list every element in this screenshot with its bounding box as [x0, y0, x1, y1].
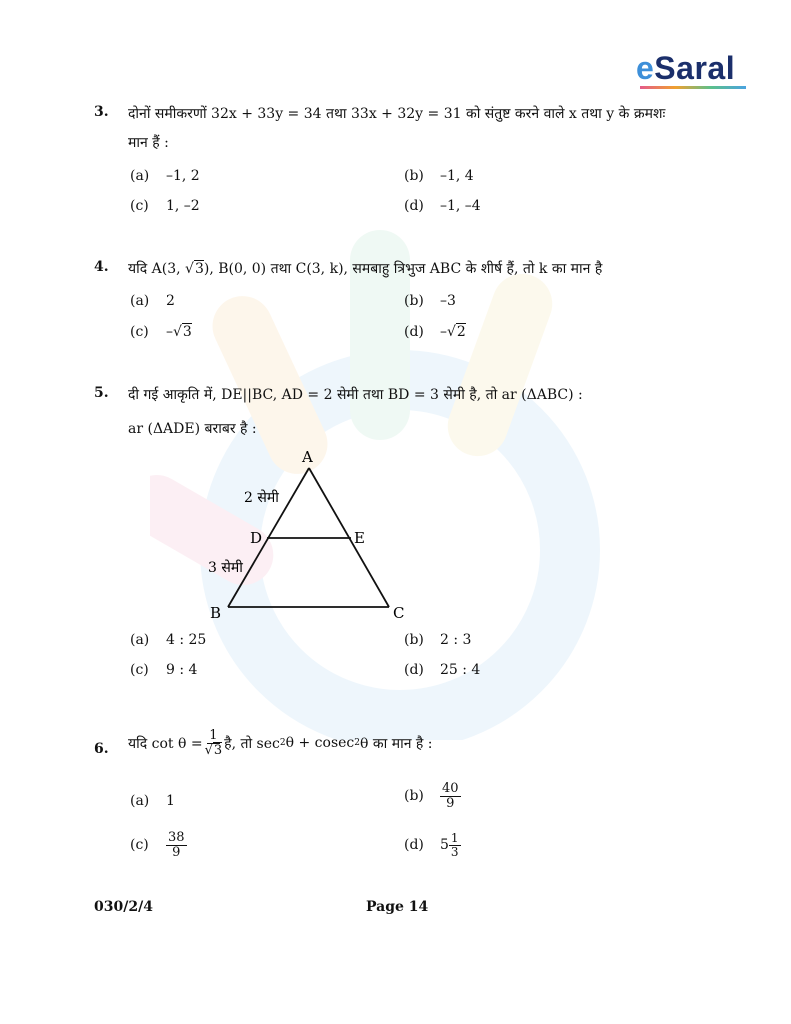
question-3-text-line1: दोनों समीकरणों 32x + 33y = 34 तथा 33x + 32y = 31 को संतुष्ट करने वाले x तथा y के क्रमशः: [128, 106, 666, 122]
bd-length-label: 3 सेमी: [208, 560, 243, 576]
q5-option-a: (a) 4 : 25: [130, 632, 207, 648]
q4-option-d: (d) –√2: [404, 324, 466, 340]
q6-option-d: (d) 5 $\frac{1}{3}$: [404, 831, 459, 859]
q3-option-c: (c) 1, –2: [130, 198, 200, 214]
triangle-figure: [190, 445, 430, 625]
question-6-text: यदि cot θ = $\frac{1}{√3}$ है, तो sec 2 θ + cosec 2 θ का मान है :: [128, 728, 433, 758]
page-number: Page 14: [366, 899, 429, 915]
question-5-text-line2: ar (ΔADE) बराबर है :: [128, 421, 257, 437]
q3-option-b: (b) –1, 4: [404, 168, 474, 184]
question-3-text-line2: मान हैं :: [128, 135, 169, 151]
point-e-label: E: [354, 529, 365, 547]
q4-option-b: (b) –3: [404, 293, 456, 309]
question-5-number: 5.: [94, 385, 109, 401]
ad-length-label: 2 सेमी: [244, 490, 279, 506]
q6-option-a: (a) 1: [130, 793, 175, 809]
q6-option-b: (b) $\frac{40}{9}$: [404, 781, 459, 811]
q3-option-d: (d) –1, –4: [404, 198, 481, 214]
logo-underline: [640, 86, 746, 89]
question-5-text-line1: दी गई आकृति में, DE||BC, AD = 2 सेमी तथा BD = 3 सेमी है, तो ar (ΔABC) :: [128, 387, 583, 403]
q5-option-b: (b) 2 : 3: [404, 632, 472, 648]
q6-option-c: (c) $\frac{38}{9}$: [130, 830, 185, 860]
q3-option-a: (a) –1, 2: [130, 168, 200, 184]
question-4-text: यदि A(3, √3), B(0, 0) तथा C(3, k), समबाहु त्रिभुज ABC के शीर्ष हैं, तो k का मान है: [128, 261, 603, 277]
question-6-number: 6.: [94, 741, 109, 757]
q4-option-c: (c) –√3: [130, 324, 192, 340]
esaral-logo: eSaral: [636, 50, 736, 86]
q4-option-a: (a) 2: [130, 293, 175, 309]
question-3-number: 3.: [94, 104, 109, 120]
point-d-label: D: [250, 529, 263, 547]
q5-option-d: (d) 25 : 4: [404, 662, 481, 678]
question-4-number: 4.: [94, 259, 109, 275]
vertex-a-label: A: [302, 448, 313, 466]
vertex-b-label: B: [210, 604, 222, 622]
paper-code: 030/2/4: [94, 899, 153, 915]
vertex-c-label: C: [393, 604, 405, 622]
q5-option-c: (c) 9 : 4: [130, 662, 198, 678]
